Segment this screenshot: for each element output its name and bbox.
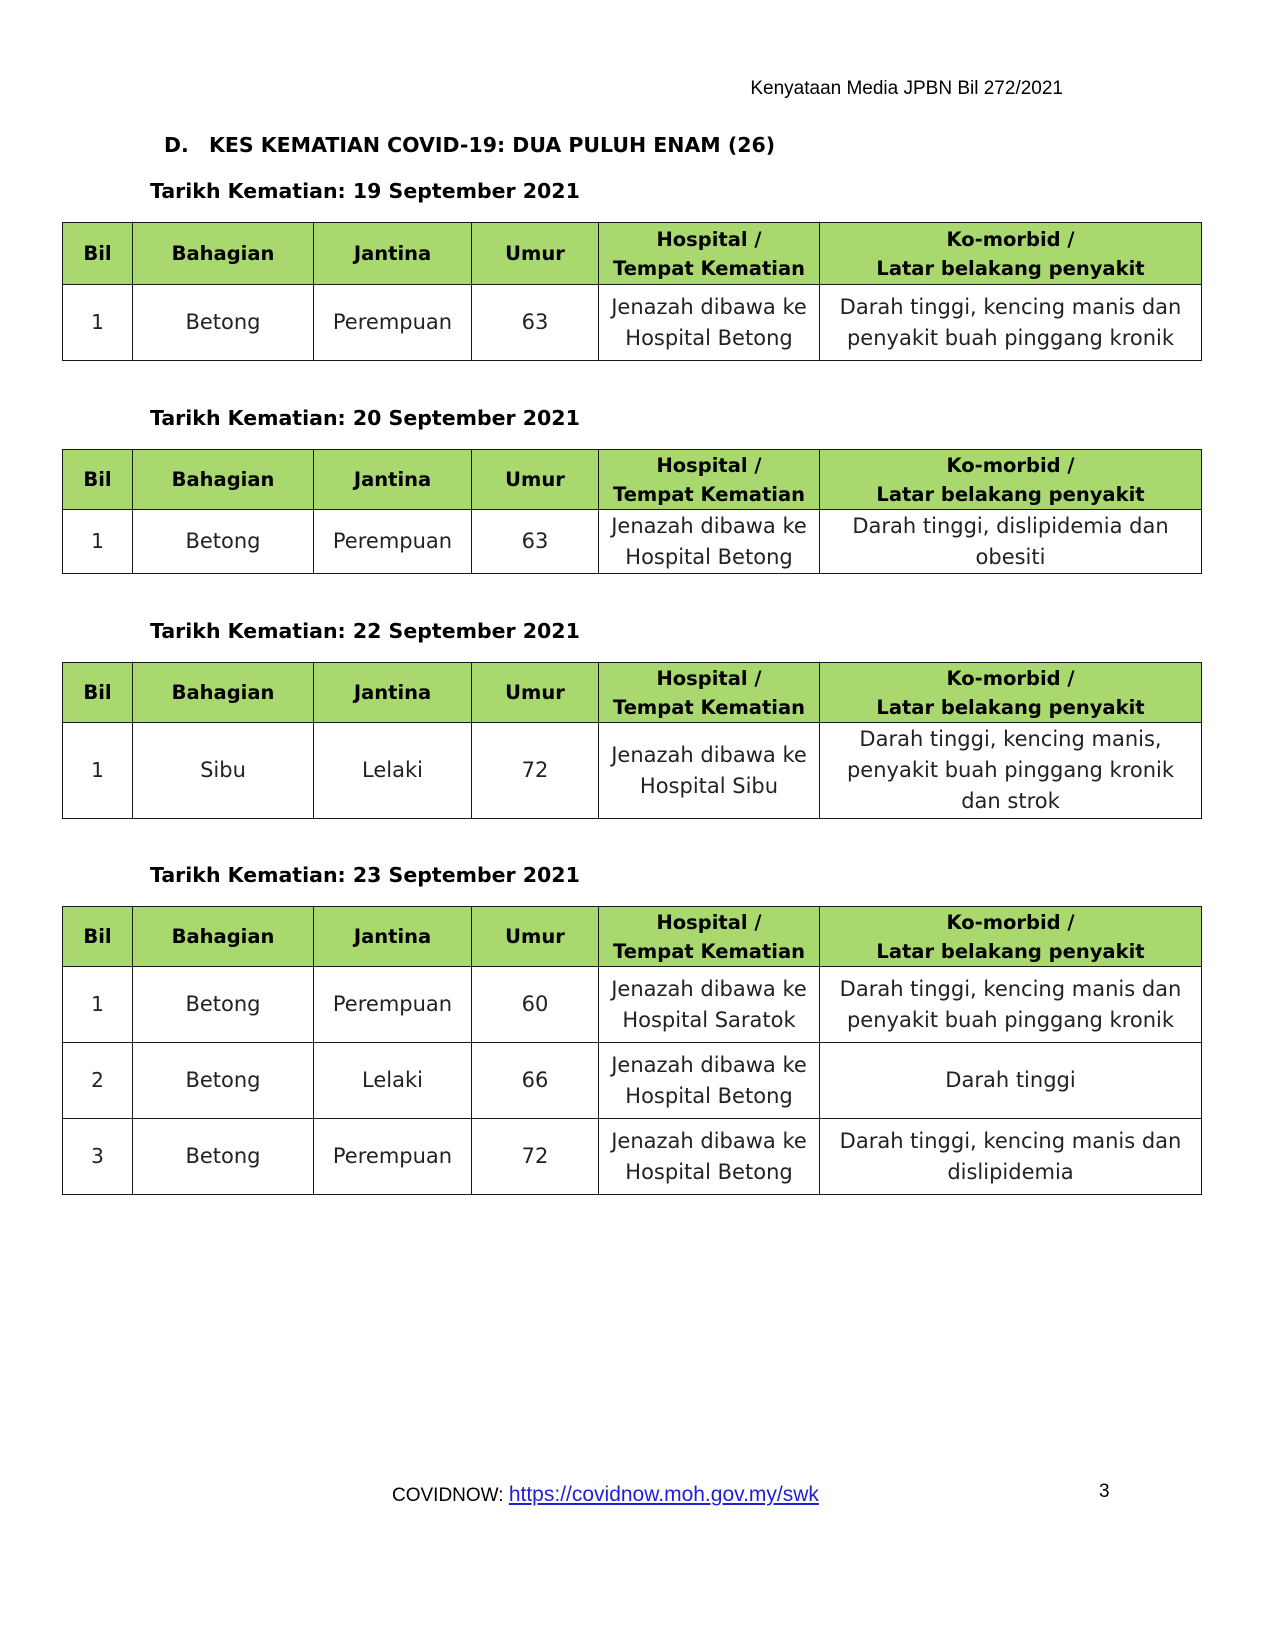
cell-umur: 72 [472, 1119, 599, 1195]
col-header-hospital [599, 663, 820, 723]
cell-komorbid [820, 285, 1202, 361]
table-row [63, 967, 1202, 1043]
cell-jantina: Perempuan [314, 967, 472, 1043]
col-header-jantina: Jantina [314, 663, 472, 723]
col-header-komorbid [820, 223, 1202, 285]
cell-umur: 63 [472, 285, 599, 361]
cell-hospital-line: Jenazah dibawa ke [611, 976, 807, 1001]
cell-komorbid-line: penyakit buah pinggang kronik [846, 758, 1175, 782]
table-row [63, 1043, 1202, 1119]
cell-komorbid-line: penyakit buah pinggang kronik [846, 1007, 1175, 1032]
cell-hospital-line: Jenazah dibawa ke [611, 1128, 807, 1153]
col-header-bil: Bil [63, 907, 133, 967]
cell-jantina: Perempuan [314, 285, 472, 361]
cell-komorbid-line: Darah tinggi, kencing manis dan [839, 976, 1182, 1001]
cell-bahagian: Betong [133, 285, 314, 361]
date-heading: Tarikh Kematian: 19 September 2021 [150, 179, 580, 203]
cell-hospital [599, 285, 820, 361]
table-header-row [63, 907, 1202, 967]
col-header-hospital-line2: Tempat Kematian [612, 695, 805, 719]
cell-hospital-line: Jenazah dibawa ke [611, 1052, 807, 1077]
cell-umur: 72 [472, 723, 599, 819]
col-header-komorbid-line1: Ko-morbid / [946, 453, 1075, 477]
cell-komorbid-line: Darah tinggi, kencing manis dan [839, 1128, 1182, 1153]
cell-komorbid-line: dislipidemia [947, 1159, 1074, 1184]
cell-hospital [599, 510, 820, 574]
cell-bahagian: Betong [133, 1043, 314, 1119]
cell-hospital-line: Jenazah dibawa ke [611, 742, 807, 767]
cell-hospital-line: Jenazah dibawa ke [611, 294, 807, 319]
cell-komorbid-line: obesiti [975, 544, 1046, 569]
footer [392, 1483, 819, 1507]
page-number: 3 [1099, 1481, 1110, 1502]
cell-hospital-line: Hospital Sibu [639, 773, 779, 798]
cell-bil: 2 [63, 1043, 133, 1119]
col-header-hospital [599, 907, 820, 967]
col-header-bahagian: Bahagian [133, 223, 314, 285]
col-header-hospital-line1: Hospital / [656, 910, 762, 934]
date-heading: Tarikh Kematian: 20 September 2021 [150, 406, 580, 430]
table-row [63, 285, 1202, 361]
col-header-bahagian: Bahagian [133, 450, 314, 510]
col-header-komorbid-line1: Ko-morbid / [946, 666, 1075, 690]
cell-jantina: Perempuan [314, 510, 472, 574]
cell-komorbid [820, 723, 1202, 819]
cell-jantina: Lelaki [314, 723, 472, 819]
section-title-text: KES KEMATIAN COVID-19: DUA PULUH ENAM (26) [209, 133, 776, 157]
col-header-jantina: Jantina [314, 450, 472, 510]
col-header-komorbid-line2: Latar belakang penyakit [876, 482, 1145, 506]
cell-bil: 3 [63, 1119, 133, 1195]
cell-komorbid [820, 967, 1202, 1043]
section-title [164, 133, 775, 157]
section-letter: D. [164, 133, 189, 157]
cell-komorbid-line: penyakit buah pinggang kronik [846, 325, 1175, 350]
cell-komorbid [820, 1043, 1202, 1119]
col-header-hospital [599, 223, 820, 285]
cell-jantina: Perempuan [314, 1119, 472, 1195]
col-header-jantina: Jantina [314, 907, 472, 967]
cell-hospital-line: Hospital Betong [625, 1159, 793, 1184]
date-heading: Tarikh Kematian: 23 September 2021 [150, 863, 580, 887]
col-header-hospital [599, 450, 820, 510]
col-header-umur: Umur [472, 663, 599, 723]
cell-komorbid [820, 510, 1202, 574]
col-header-umur: Umur [472, 907, 599, 967]
deaths-table [62, 449, 1202, 574]
col-header-komorbid-line2: Latar belakang penyakit [876, 256, 1145, 280]
col-header-umur: Umur [472, 223, 599, 285]
cell-umur: 66 [472, 1043, 599, 1119]
col-header-bahagian: Bahagian [133, 907, 314, 967]
cell-bahagian: Betong [133, 967, 314, 1043]
col-header-umur: Umur [472, 450, 599, 510]
cell-hospital-line: Hospital Betong [625, 325, 793, 350]
cell-hospital-line: Hospital Saratok [622, 1007, 796, 1032]
cell-hospital [599, 967, 820, 1043]
table-header-row [63, 663, 1202, 723]
cell-hospital-line: Hospital Betong [625, 544, 793, 569]
date-heading: Tarikh Kematian: 22 September 2021 [150, 619, 580, 643]
cell-komorbid-line: Darah tinggi [945, 1068, 1076, 1092]
col-header-hospital-line2: Tempat Kematian [612, 939, 805, 963]
cell-bil: 1 [63, 967, 133, 1043]
col-header-hospital-line1: Hospital / [656, 453, 762, 477]
cell-jantina: Lelaki [314, 1043, 472, 1119]
cell-komorbid-line: Darah tinggi, kencing manis, [859, 727, 1162, 751]
col-header-jantina: Jantina [314, 223, 472, 285]
cell-bil: 1 [63, 510, 133, 574]
table-row [63, 723, 1202, 819]
col-header-komorbid [820, 450, 1202, 510]
cell-bahagian: Betong [133, 510, 314, 574]
cell-hospital [599, 1043, 820, 1119]
col-header-hospital-line1: Hospital / [656, 666, 762, 690]
table-row [63, 510, 1202, 574]
footer-label: COVIDNOW: [392, 1485, 509, 1506]
deaths-table [62, 662, 1202, 819]
cell-umur: 63 [472, 510, 599, 574]
col-header-bahagian: Bahagian [133, 663, 314, 723]
document-reference: Kenyataan Media JPBN Bil 272/2021 [750, 78, 1063, 99]
col-header-komorbid-line2: Latar belakang penyakit [876, 939, 1145, 963]
covidnow-link[interactable]: https://covidnow.moh.gov.my/swk [508, 1483, 819, 1506]
col-header-bil: Bil [63, 450, 133, 510]
col-header-hospital-line1: Hospital / [656, 227, 762, 251]
cell-hospital [599, 723, 820, 819]
col-header-komorbid [820, 663, 1202, 723]
col-header-komorbid [820, 907, 1202, 967]
table-row [63, 1119, 1202, 1195]
cell-bahagian: Betong [133, 1119, 314, 1195]
cell-komorbid [820, 1119, 1202, 1195]
cell-bil: 1 [63, 285, 133, 361]
col-header-komorbid-line2: Latar belakang penyakit [876, 695, 1145, 719]
col-header-hospital-line2: Tempat Kematian [612, 482, 805, 506]
deaths-table [62, 906, 1202, 1195]
col-header-komorbid-line1: Ko-morbid / [946, 910, 1075, 934]
cell-hospital-line: Jenazah dibawa ke [611, 513, 807, 538]
col-header-komorbid-line1: Ko-morbid / [946, 227, 1075, 251]
cell-hospital-line: Hospital Betong [625, 1083, 793, 1108]
table-header-row [63, 223, 1202, 285]
cell-komorbid-line: dan strok [961, 789, 1060, 813]
col-header-hospital-line2: Tempat Kematian [612, 256, 805, 280]
cell-komorbid-line: Darah tinggi, dislipidemia dan [852, 513, 1169, 538]
col-header-bil: Bil [63, 663, 133, 723]
cell-komorbid-line: Darah tinggi, kencing manis dan [839, 294, 1182, 319]
cell-bil: 1 [63, 723, 133, 819]
col-header-bil: Bil [63, 223, 133, 285]
cell-hospital [599, 1119, 820, 1195]
cell-umur: 60 [472, 967, 599, 1043]
table-header-row [63, 450, 1202, 510]
cell-bahagian: Sibu [133, 723, 314, 819]
deaths-table [62, 222, 1202, 361]
